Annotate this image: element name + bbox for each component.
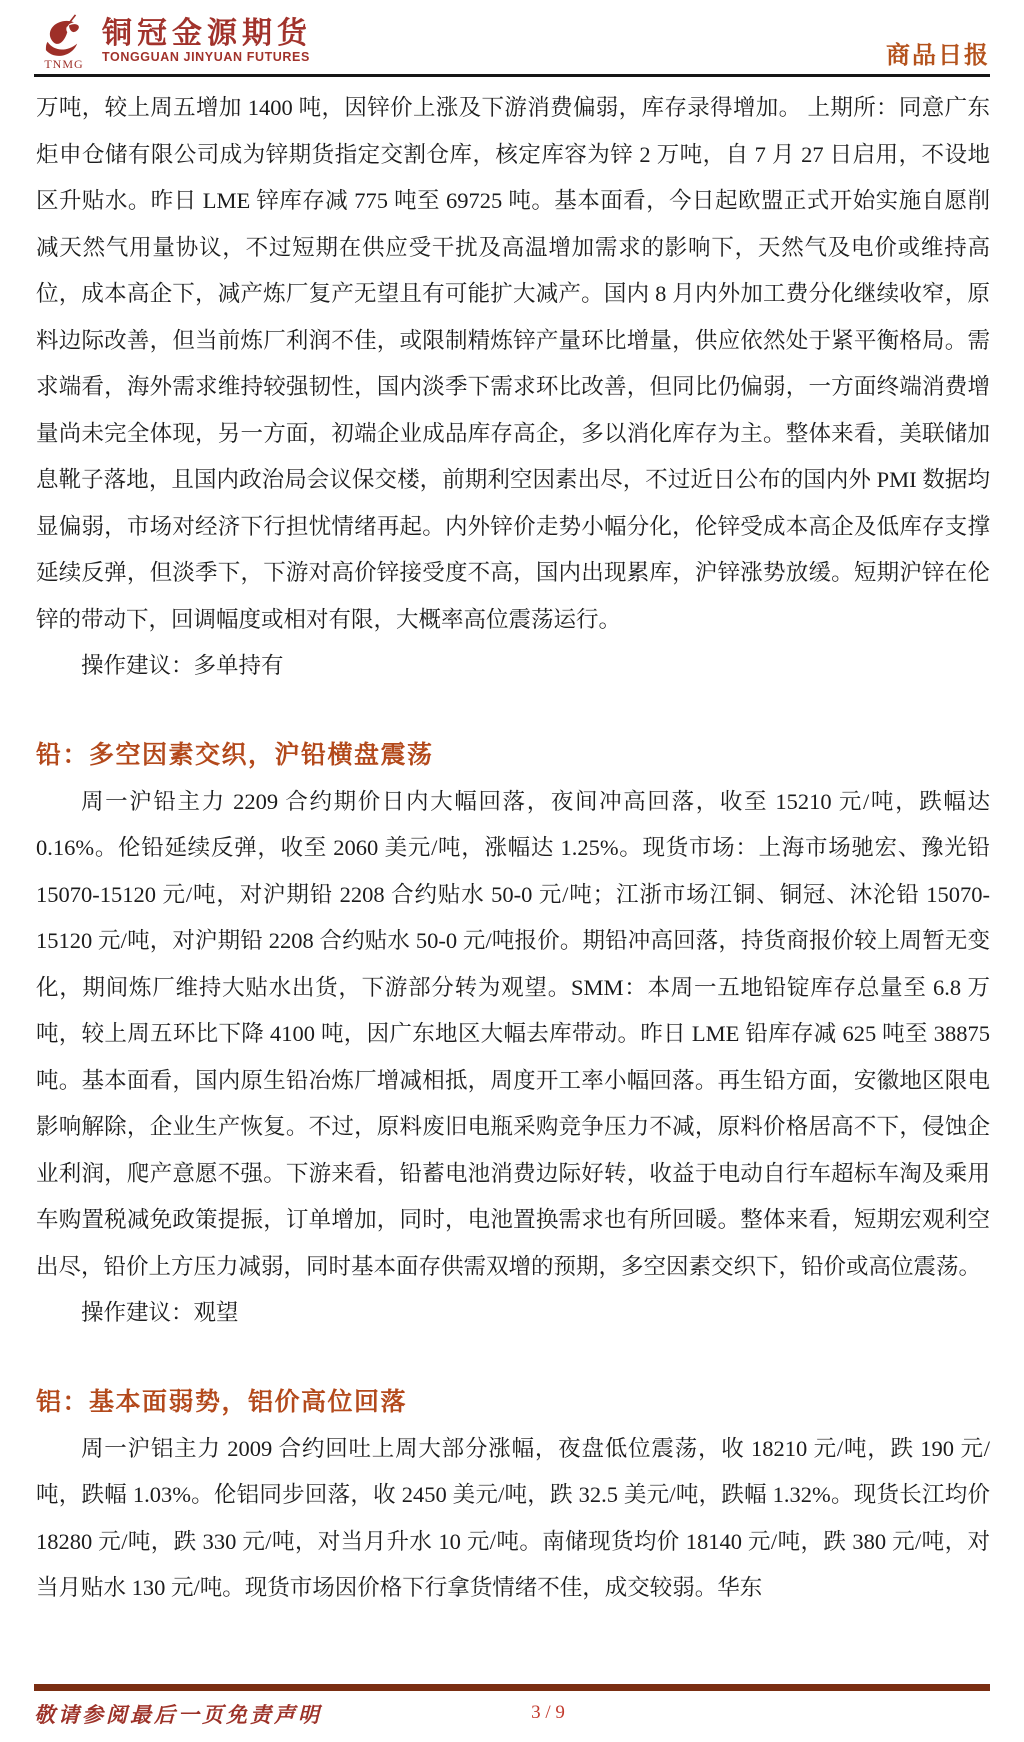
zinc-paragraph: 万吨，较上周五增加 1400 吨，因锌价上涨及下游消费偏弱，库存录得增加。 上期所：同意广东炬申仓储有限公司成为锌期货指定交割仓库，核定库容为锌 2 万吨，自 7 月 27 日启用，不设地区升贴水。昨日 LME 锌库存减 775 吨至 69725 吨。基本面看，今日起欧盟正式开始实施自愿削减天然气用量协议，不过短期在供应受干扰及高温增加需求的影响下，天然气及电价或维持高位，成本高企下，减产炼厂复产无望且有可能扩大减产。国内 8 月内外加工费分化继续收窄，原料边际改善，但当前炼厂利润不佳，或限制精炼锌产量环比增量，供应依然处于紧平衡格局。需求端看，海外需求维持较强韧性，国内淡季下需求环比改善，但同比仍偏弱，一方面终端消费增量尚未完全体现，另一方面，初端企业成品库存高企，多以消化库存为主。整体来看，美联储加息靴子落地，且国内政治局会议保交楼，前期利空因素出尽，不过近日公布的国内外 PMI 数据均显偏弱，市场对经济下行担忧情绪再起。内外锌价走势小幅分化，伦锌受成本高企及低库存支撑延续反弹，但淡季下，下游对高价锌接受度不高，国内出现累库，沪锌涨势放缓。短期沪锌在伦锌的带动下，回调幅度或相对有限，大概率高位震荡运行。 <box>36 95 990 632</box>
zinc-advice-line: 操作建议：多单持有 <box>81 653 284 678</box>
lead-advice-line: 操作建议：观望 <box>81 1300 239 1325</box>
report-type-label: 商品日报 <box>886 42 990 69</box>
company-name-en: TONGGUAN JINYUAN FUTURES <box>102 50 310 64</box>
company-logo <box>34 14 312 72</box>
aluminum-paragraph: 周一沪铝主力 2009 合约回吐上周大部分涨幅，夜盘低位震荡，收 18210 元/吨，跌 190 元/吨，跌幅 1.03%。伦铝同步回落，收 2450 美元/吨，跌 32.5 美元/吨，跌幅 1.32%。现货长江均价 18280 元/吨，跌 330 元/吨，对当月升水 10 元/吨。南储现货均价 18140 元/吨，跌 380 元/吨，对当月贴水 130 元/吨。现货市场因价格下行拿货情绪不佳，成交较弱。华东 <box>36 1435 990 1600</box>
report-body <box>0 77 1024 1612</box>
footer-divider <box>34 1684 990 1691</box>
report-footer <box>0 1684 1024 1742</box>
logo-mark <box>34 14 94 72</box>
page-number: 3 / 9 <box>531 1702 565 1723</box>
report-header <box>0 0 1024 72</box>
logo-abbr-text: TNMG <box>44 57 84 71</box>
aluminum-section-heading: 铝：基本面弱势，铝价高位回落 <box>36 1387 408 1416</box>
lead-section-heading: 铅：多空因素交织，沪铅横盘震荡 <box>36 740 434 769</box>
disclaimer-note: 敬请参阅最后一页免责声明 <box>34 1703 322 1727</box>
footer-row <box>34 1699 990 1733</box>
company-name-cn: 铜冠金源期货 <box>102 17 312 50</box>
lead-paragraph: 周一沪铅主力 2209 合约期价日内大幅回落，夜间冲高回落，收至 15210 元/吨，跌幅达 0.16%。伦铅延续反弹，收至 2060 美元/吨，涨幅达 1.25%。现货市场：上海市场驰宏、豫光铅 15070-15120 元/吨，对沪期铅 2208 合约贴水 50-0 元/吨；江浙市场江铜、铜冠、沐沦铅 15070-15120 元/吨，对沪期铅 2208 合约贴水 50-0 元/吨报价。期铅冲高回落，持货商报价较上周暂无变化，期间炼厂维持大贴水出货，下游部分转为观望。SMM：本周一五地铅锭库存总量至 6.8 万吨，较上周五环比下降 4100 吨，因广东地区大幅去库带动。昨日 LME 铅库存减 625 吨至 38875 吨。基本面看，国内原生铅冶炼厂增减相抵，周度开工率小幅回落。再生铅方面，安徽地区限电影响解除，企业生产恢复。不过，原料废旧电瓶采购竞争压力不减，原料价格居高不下，侵蚀企业利润，爬产意愿不强。下游来看，铅蓄电池消费边际好转，收益于电动自行车超标车淘及乘用车购置税减免政策提振，订单增加，同时，电池置换需求也有所回暖。整体来看，短期宏观利空出尽，铅价上方压力减弱，同时基本面存供需双增的预期，多空因素交织下，铅价或高位震荡。 <box>36 788 990 1279</box>
logo-wordmark <box>102 14 312 65</box>
phoenix-logo-icon <box>39 14 89 60</box>
